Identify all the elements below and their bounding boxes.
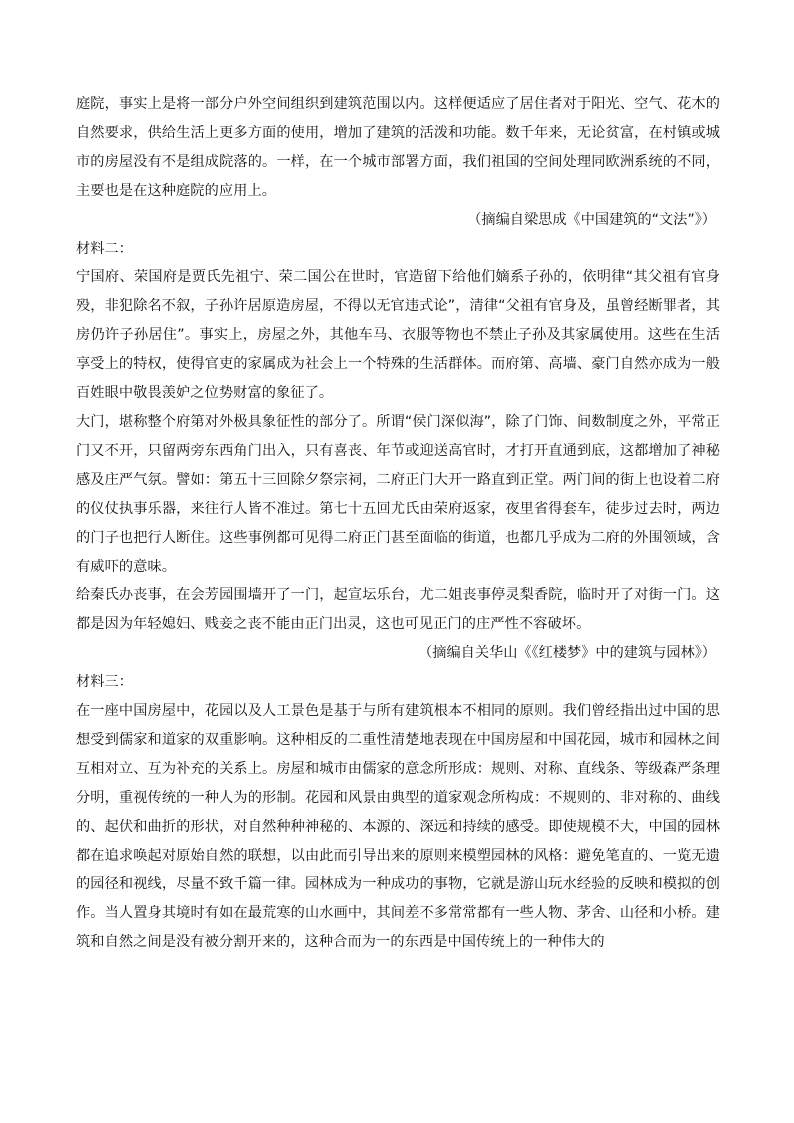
heading-material-two: 材料二： [76, 240, 133, 257]
paragraph-courtyard: 庭院，事实上是将一部分户外空间组织到建筑范围以内。这样便适应了居住者对于阳光、空气、花木的自然要求，供给生活上更多方面的使用，增加了建筑的活泼和功能。数千年来，无论贫富，在村镇或城市的房屋没有不是组成院落的。一样，在一个城市部署方面，我们祖国的空间处理同欧洲系统的不同，主要也是在这种庭院的应用上。 [76, 96, 720, 199]
document-page [76, 90, 720, 957]
paragraph-funeral: 给秦氏办丧事，在会芳园围墙开了一门，起宣坛乐台，尤二姐丧事停灵梨香院，临时开了对街一门。这都是因为年轻媳妇、贱妾之丧不能由正门出灵，这也可见正门的庄严性不容破坏。 [76, 587, 720, 633]
paragraph-mansions: 宁国府、荣国府是贾氏先祖宁、荣二国公在世时，官造留下给他们嫡系子孙的，依明律“其父祖有官身殁，非犯除名不叙，子孙许居原造房屋，不得以无官违式论”，清律“父祖有官身及，虽曾经断罪者，其房仍许子孙居住”。事实上，房屋之外，其他车马、衣服等物也不禁止子孙及其家属使用。这些在生活享受上的特权，使得官吏的家属成为社会上一个特殊的生活群体。而府第、高墙、豪门自然亦成为一般百姓眼中敬畏羡妒之位势财富的象征了。 [76, 269, 720, 402]
heading-material-three: 材料三： [76, 674, 133, 691]
paragraph-main-gate: 大门，堪称整个府第对外极具象征性的部分了。所谓“侯门深似海”，除了门饰、间数制度之外，平常正门又不开，只留两旁东西角门出入，只有喜丧、年节或迎送高官时，才打开直通到底，这都增加了神秘感及庄严气氛。譬如：第五十三回除夕祭宗祠，二府正门大开一路直到正堂。两门间的街上也设着二府的仪仗执事乐器，来往行人皆不准过。第七十五回尤氏由荣府返家，夜里省得套车，徒步过去时，两边的门子也把行人断住。这些事例都可见得二府正门甚至面临的街道，也都几乎成为二府的外围领域，含有威吓的意味。 [76, 413, 720, 575]
source-liang-sicheng: （摘编自梁思成《中国建筑的“文法”》） [467, 211, 716, 228]
paragraph-gardens: 在一座中国房屋中，花园以及人工景色是基于与所有建筑根本不相同的原则。我们曾经指出过中国的思想受到儒家和道家的双重影响。这种相反的二重性清楚地表现在中国房屋和中国花园，城市和园林之间互相对立、互为补充的关系上。房屋和城市由儒家的意念所形成：规则、对称、直线条、等级森严条理分明，重视传统的一种人为的形制。花园和风景由典型的道家观念所构成：不规则的、非对称的、曲线的、起伏和曲折的形状，对自然种种神秘的、本源的、深远和持续的感受。即使规模不大，中国的园林都在追求唤起对原始自然的联想，以由此而引导出来的原则来模塑园林的风格：避免笔直的、一览无遗的园径和视线，尽量不致千篇一律。园林成为一种成功的事物，它就是游山玩水经验的反映和模拟的创作。当人置身其境时有如在最荒寒的山水画中，其间差不多常常都有一些人物、茅舍、山径和小桥。建筑和自然之间是没有被分割开来的，这种合而为一的东西是中国传统上的一种伟大的 [76, 703, 720, 951]
source-guan-huashan: （摘编自关华山《《红楼梦》中的建筑与园林》） [418, 645, 716, 662]
